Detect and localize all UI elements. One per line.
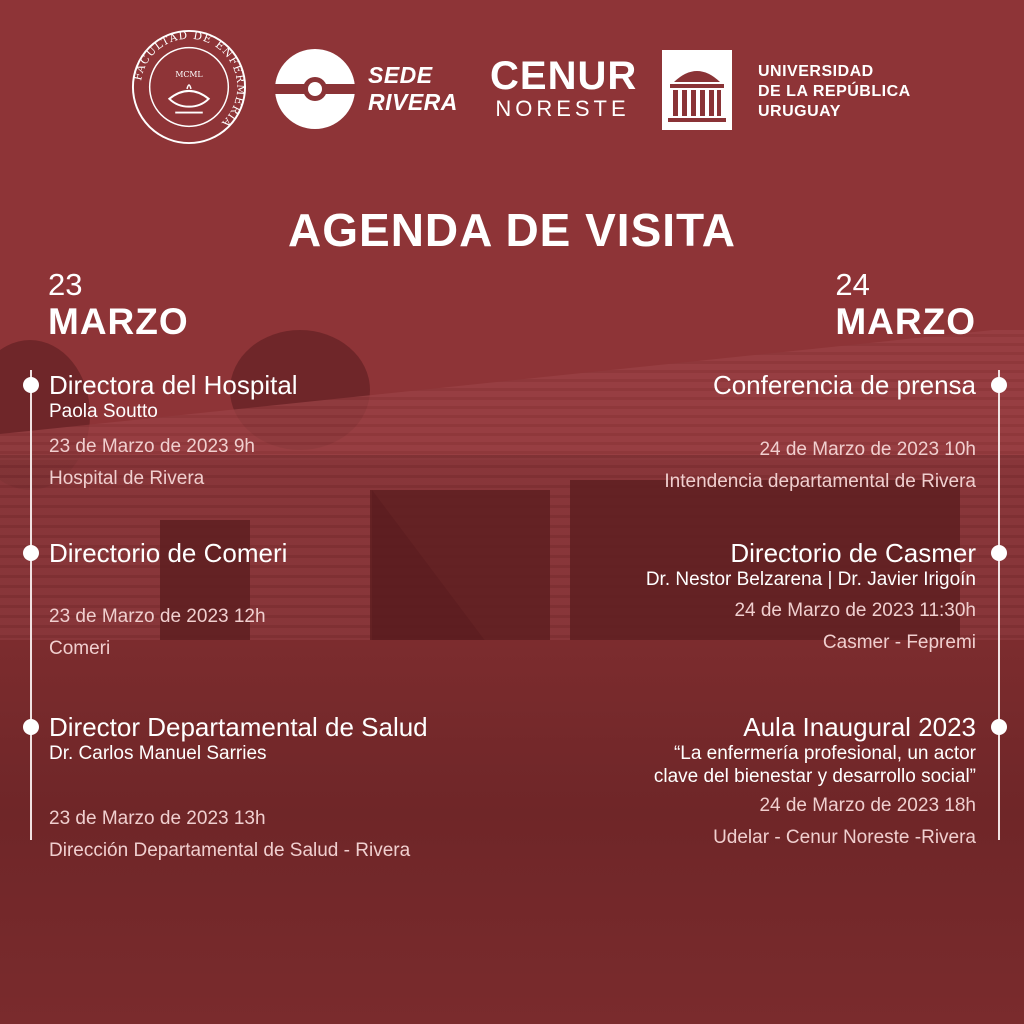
- svg-text:FACULTAD DE ENFERMERIA: [131, 29, 247, 131]
- event-place: Casmer - Fepremi: [822, 632, 976, 653]
- sede-rivera-logo-icon: [274, 48, 356, 130]
- timeline-dot: [991, 377, 1007, 393]
- event-datetime: 24 de Marzo de 2023 10h: [759, 439, 976, 460]
- event-place: Intendencia departamental de Rivera: [664, 471, 976, 492]
- event-directorio-casmer: [506, 538, 976, 659]
- event-subtitle: Paola Soutto: [49, 401, 158, 422]
- day-month: MARZO: [835, 301, 976, 342]
- page-title: AGENDA DE VISITA: [288, 204, 736, 256]
- day-number: 24: [835, 267, 870, 302]
- timeline-dot: [991, 719, 1007, 735]
- sede-line1: SEDE: [368, 62, 433, 88]
- udelar-building-icon: [662, 50, 732, 130]
- event-aula-inaugural: [506, 712, 976, 854]
- event-conferencia-prensa: [506, 370, 976, 498]
- logo-row: [0, 26, 1024, 136]
- cenur-noreste-logo: [490, 54, 638, 122]
- event-datetime: 23 de Marzo de 2023 13h: [49, 808, 266, 829]
- timeline-dot: [991, 545, 1007, 561]
- event-datetime: 23 de Marzo de 2023 9h: [49, 436, 255, 457]
- event-title: Directorio de Casmer: [730, 538, 976, 568]
- cenur-line2: NORESTE: [495, 96, 630, 121]
- event-title: Aula Inaugural 2023: [743, 712, 976, 742]
- event-datetime: 23 de Marzo de 2023 12h: [49, 606, 266, 627]
- seal-year: MCML: [175, 70, 203, 80]
- event-place: Udelar - Cenur Noreste -Rivera: [713, 827, 976, 848]
- event-title: Directorio de Comeri: [49, 538, 288, 568]
- timeline-line-right: [998, 370, 1000, 840]
- udelar-line2: DE LA REPÚBLICA: [758, 83, 911, 100]
- event-datetime: 24 de Marzo de 2023 18h: [759, 795, 976, 816]
- event-title: Directora del Hospital: [49, 370, 298, 400]
- seal-label: FACULTAD DE ENFERMERIA: [131, 28, 248, 131]
- cenur-line1: CENUR: [490, 54, 638, 98]
- event-subtitle: Dr. Carlos Manuel Sarries: [49, 743, 267, 764]
- facultad-enfermeria-seal-icon: [130, 28, 248, 146]
- event-title: Director Departamental de Salud: [49, 712, 428, 742]
- sede-line2: RIVERA: [368, 89, 458, 115]
- event-datetime: 24 de Marzo de 2023 11:30h: [734, 600, 976, 621]
- timeline-dot: [23, 719, 39, 735]
- udelar-line3: URUGUAY: [758, 103, 841, 120]
- event-subtitle-line1: “La enfermería profesional, un actor: [673, 743, 976, 764]
- event-subtitle: Dr. Nestor Belzarena | Dr. Javier Irigoín: [645, 569, 976, 590]
- timeline-dot: [23, 377, 39, 393]
- day-number: 23: [48, 267, 83, 302]
- event-directora-hospital: [49, 370, 519, 495]
- event-title: Conferencia de prensa: [712, 370, 976, 400]
- timeline-dot: [23, 545, 39, 561]
- day-header-24: [835, 268, 976, 342]
- sede-rivera-text: [368, 62, 458, 116]
- event-subtitle-line2: clave del bienestar y desarrollo social”: [653, 766, 976, 787]
- timeline-line-left: [30, 370, 32, 840]
- event-place: Hospital de Rivera: [49, 468, 205, 489]
- udelar-text: [758, 62, 911, 122]
- udelar-line1: UNIVERSIDAD: [758, 63, 874, 80]
- event-director-departamental: [49, 712, 519, 867]
- event-place: Comeri: [49, 638, 111, 659]
- event-place: Dirección Departamental de Salud - Rivera: [49, 840, 411, 861]
- event-directorio-comeri: [49, 538, 519, 665]
- day-month: MARZO: [48, 301, 189, 342]
- day-header-23: [48, 268, 189, 342]
